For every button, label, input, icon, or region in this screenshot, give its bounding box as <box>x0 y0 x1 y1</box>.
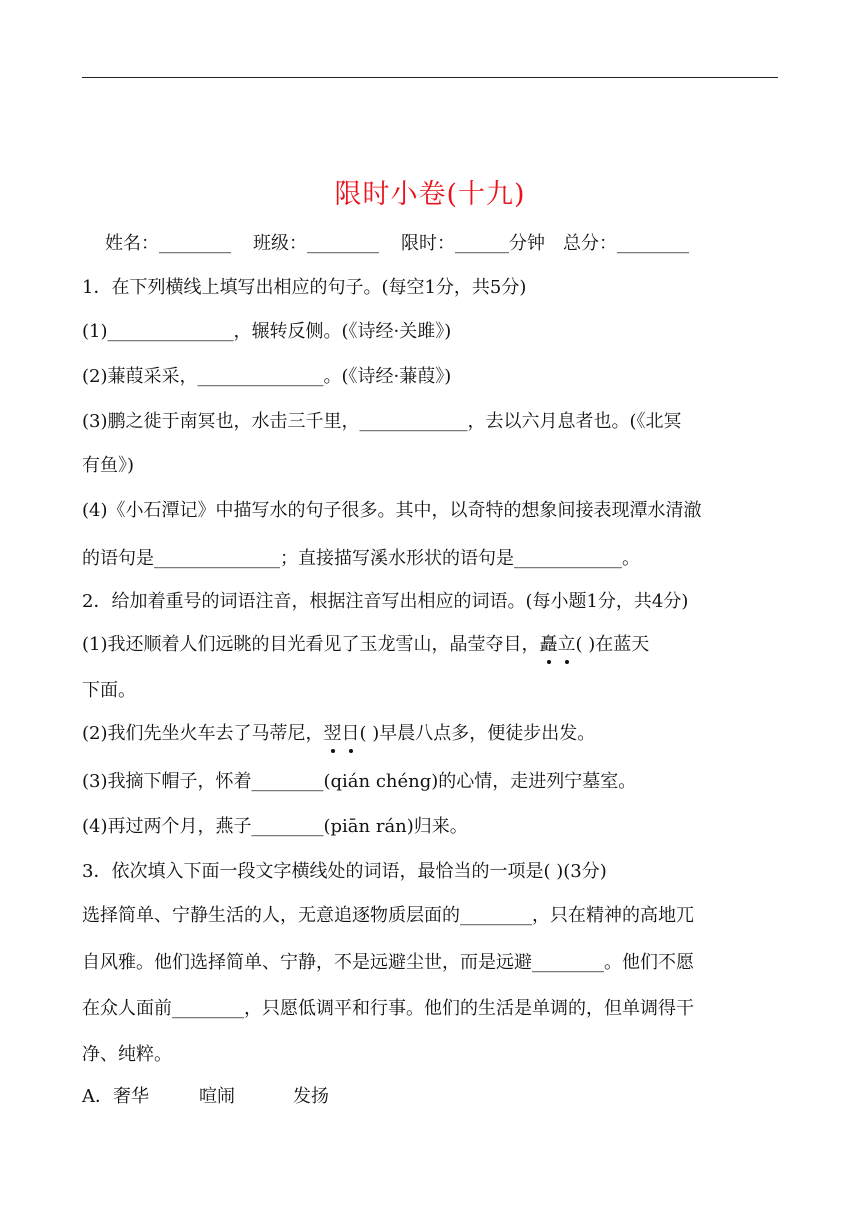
emphasis-char: 矗 <box>539 634 558 655</box>
q2-item-1-cont: 下面。 <box>82 680 136 701</box>
q1-item-4-cont: 的语句是______________；直接描写溪水形状的语句是____________。 <box>82 548 640 569</box>
q1-item-2: (2)蒹葭采采，______________。(《诗经·蒹葭》) <box>82 366 452 387</box>
q3-stem: 3．依次填入下面一段文字横线处的词语，最恰当的一项是( )(3分) <box>82 861 607 882</box>
q2-item-1: (1)我还顺着人们远眺的目光看见了玉龙雪山，晶莹夺目，矗立( )在蓝天 <box>82 634 650 655</box>
page-title: 限时小卷(十九) <box>334 179 526 210</box>
q3-passage-line-2: 自风雅。他们选择简单、宁静，不是远避尘世，而是远避________。他们不愿 <box>82 952 694 973</box>
q3-option-a[interactable]: A．奢华 喧闹 发扬 <box>82 1086 329 1107</box>
q1-item-3: (3)鹏之徙于南冥也，水击三千里，____________，去以六月息者也。(《北冥 <box>82 411 682 432</box>
q3-passage-line-4: 净、纯粹。 <box>82 1044 172 1065</box>
q3-passage-line-3: 在众人面前________，只愿低调平和行事。他们的生活是单调的，但单调得干 <box>82 998 694 1019</box>
q2-item-4: (4)再过两个月，燕子________(piān rán)归来。 <box>82 816 468 837</box>
q2-item-3: (3)我摘下帽子，怀着________(qián chéng)的心情，走进列宁墓室。 <box>82 771 637 792</box>
student-info-row <box>105 232 805 256</box>
emphasis-char: 翌 <box>323 723 342 744</box>
emphasis-char: 日 <box>341 723 360 744</box>
q1-item-1: (1)______________，辗转反侧。(《诗经·关雎》) <box>82 321 452 342</box>
time-field[interactable]: 限时：______分钟 <box>401 233 545 254</box>
q2-item-2: (2)我们先坐火车去了马蒂尼，翌日( )早晨八点多，便徒步出发。 <box>82 723 596 744</box>
q3-passage-line-1: 选择简单、宁静生活的人，无意追逐物质层面的________，只在精神的高地兀 <box>82 905 694 926</box>
name-field[interactable]: 姓名：________ <box>105 233 231 254</box>
q1-item-4: (4)《小石潭记》中描写水的句子很多。其中，以奇特的想象间接表现潭水清澈 <box>82 500 702 521</box>
emphasis-char: 立 <box>557 634 576 655</box>
q2-stem: 2．给加着重号的词语注音，根据注音写出相应的词语。(每小题1分，共4分) <box>82 591 689 612</box>
header-rule <box>82 77 778 78</box>
q1-stem: 1．在下列横线上填写出相应的句子。(每空1分，共5分) <box>82 277 527 298</box>
q1-item-3-cont: 有鱼》) <box>82 455 135 476</box>
class-field[interactable]: 班级：________ <box>253 233 379 254</box>
total-score-field[interactable]: 总分：________ <box>563 233 689 254</box>
